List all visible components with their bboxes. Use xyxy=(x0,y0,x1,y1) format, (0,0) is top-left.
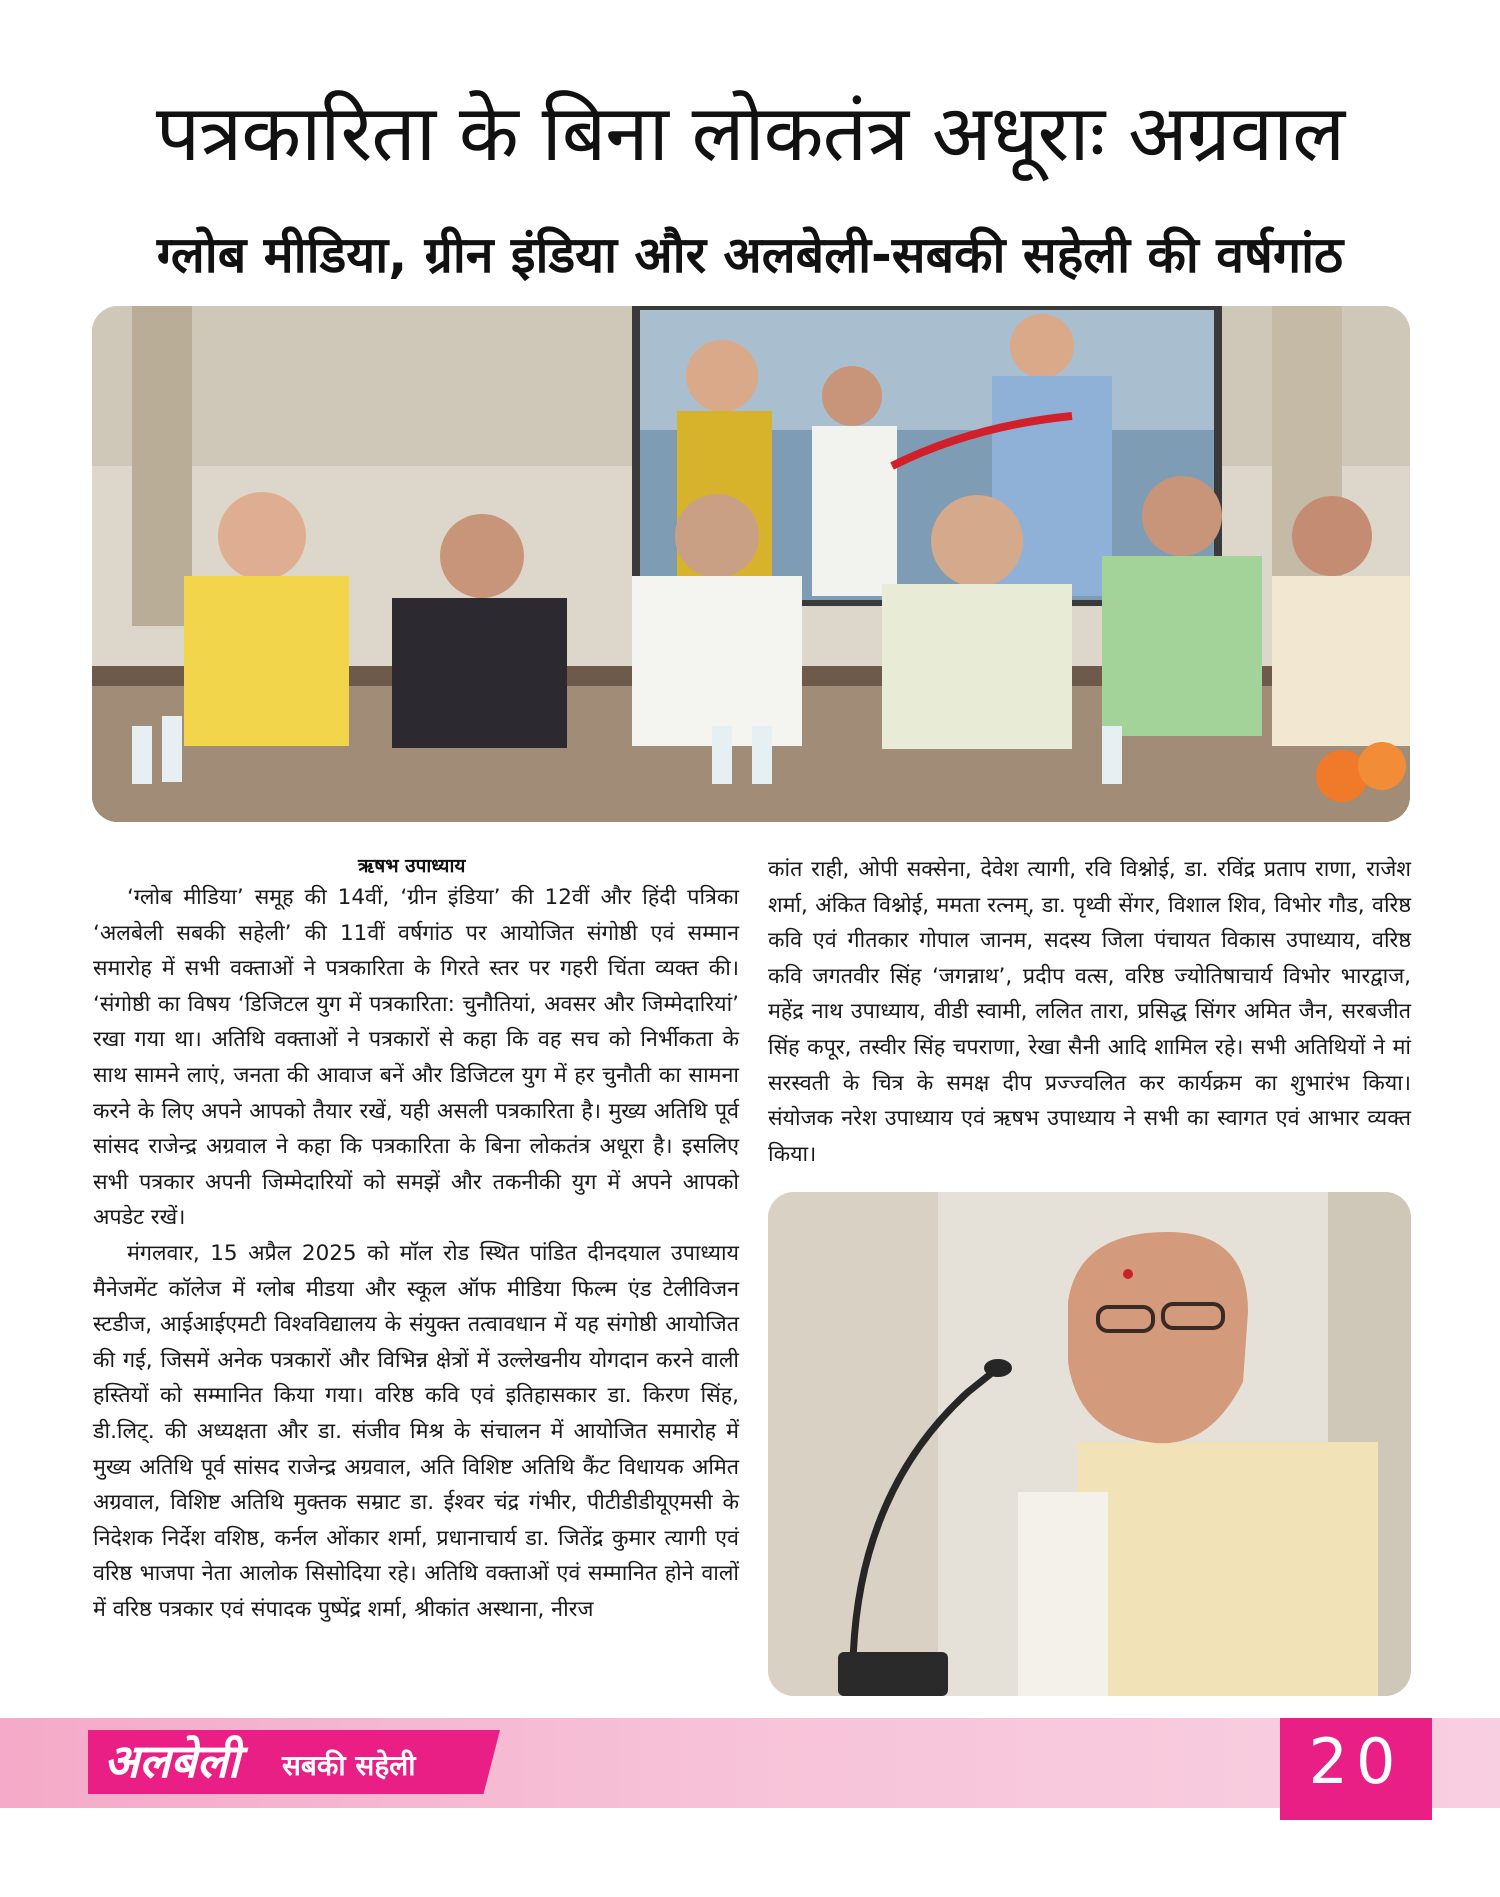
article-column-right xyxy=(768,852,1411,1172)
panel-photo xyxy=(92,306,1410,822)
article-column-left xyxy=(93,880,739,1627)
panel-photo-illustration xyxy=(92,306,1410,822)
speaker-photo xyxy=(768,1192,1411,1696)
article-paragraph: मंगलवार, 15 अप्रैल 2025 को मॉल रोड स्थित पांडित दीनदयाल उपाध्याय मैनेजमेंट कॉलेज में ग्लोब मीडया और स्कूल ऑफ मीडिया फिल्म एंड टेलीविजन स्टडीज, आईआईएमटी विश्वविद्यालय के संयुक्त तत्वावधान में यह संगोष्ठी आयोजित की गई, जिसमें अनेक पत्रकारों और विभिन्न क्षेत्रों में उल्लेखनीय योगदान करने वाली हस्तियों को सम्मानित किया गया। वरिष्ठ कवि एवं इतिहासकार डा. किरण सिंह, डी.लिट्. की अध्यक्षता और डा. संजीव मिश्र के संचालन में आयोजित समारोह में मुख्य अतिथि पूर्व सांसद राजेन्द्र अग्रवाल, अति विशिष्ट अतिथि कैंट विधायक अमित अग्रवाल, विशिष्ट अतिथि मुक्तक सम्राट डा. ईश्वर चंद्र गंभीर, पीटीडीडीयूएमसी के निदेशक निर्देश वशिष्ठ, कर्नल ओंकार शर्मा, प्रधानाचार्य डा. जितेंद्र कुमार त्यागी एवं वरिष्ठ भाजपा नेता आलोक सिसोदिया रहे। अतिथि वक्ताओं एवं सम्मानित होने वालों में वरिष्ठ पत्रकार एवं संपादक पुष्पेंद्र शर्मा, श्रीकांत अस्थाना, नीरज xyxy=(93,1240,739,1622)
article-paragraph: कांत राही, ओपी सक्सेना, देवेश त्यागी, रवि विश्नोई, डा. रविंद्र प्रताप राणा, राजेश शर्मा, अंकित विश्नोई, ममता रत्नम्, डा. पृथ्वी सेंगर, विशाल शिव, विभोर गौड, वरिष्ठ कवि एवं गीतकार गोपाल जानम, सदस्य जिला पंचायत विकास उपाध्याय, वरिष्ठ कवि जगतवीर सिंह ‘जगन्नाथ’, प्रदीप वत्स, वरिष्ठ ज्योतिषाचार्य विभोर भारद्वाज, महेंद्र नाथ उपाध्याय, वीडी स्वामी, ललित तारा, प्रसिद्ध सिंगर अमित जैन, सरबजीत सिंह कपूर, तस्वीर सिंह चपराणा, रेखा सैनी आदि शामिल रहे। सभी अतिथियों ने मां सरस्वती के चित्र के समक्ष दीप प्रज्ज्वलित कर कार्यक्रम का शुभारंभ किया। संयोजक नरेश उपाध्याय एवं ऋषभ उपाध्याय ने सभी का स्वागत एवं आभार व्यक्त किया। xyxy=(768,857,1411,1167)
speaker-photo-illustration xyxy=(768,1192,1411,1696)
brand-logo: अलबेली xyxy=(104,1734,240,1788)
subheadline: ग्लोब मीडिया, ग्रीन इंडिया और अलबेली-सबकी सहेली की वर्षगांठ xyxy=(156,226,1344,284)
page-number: 20 xyxy=(1308,1725,1404,1798)
headline: पत्रकारिता के बिना लोकतंत्र अधूराः अग्रवाल xyxy=(155,89,1345,179)
article-byline: ऋषभ उपाध्याय xyxy=(358,855,466,877)
brand-tagline: सबकी सहेली xyxy=(282,1749,416,1782)
article-paragraph: ‘ग्लोब मीडिया’ समूह की 14वीं, ‘ग्रीन इंडिया’ की 12वीं और हिंदी पत्रिका ‘अलबेली सबकी सहेली’ की 11वीं वर्षगांठ पर आयोजित संगोष्ठी एवं सम्मान समारोह में सभी वक्ताओं ने पत्रकारिता के गिरते स्तर पर गहरी चिंता व्यक्त की। ‘संगोष्ठी का विषय ‘डिजिटल युग में पत्रकारिता: चुनौतियां, अवसर और जिम्मेदारियां’ रखा गया था। अतिथि वक्ताओं ने पत्रकारों से कहा कि वह सच को निर्भीकता के साथ सामने लाएं, जनता की आवाज बनें और डिजिटल युग में हर चुनौती का सामना करने के लिए अपने आपको तैयार रखें, यही असली पत्रकारिता है। मुख्य अतिथि पूर्व सांसद राजेन्द्र अग्रवाल ने कहा कि पत्रकारिता के बिना लोकतंत्र अधूरा है। इसलिए सभी पत्रकार अपनी जिम्मेदारियों को समझें और तकनीकी युग में अपने आपको अपडेट रखें। xyxy=(93,885,739,1231)
